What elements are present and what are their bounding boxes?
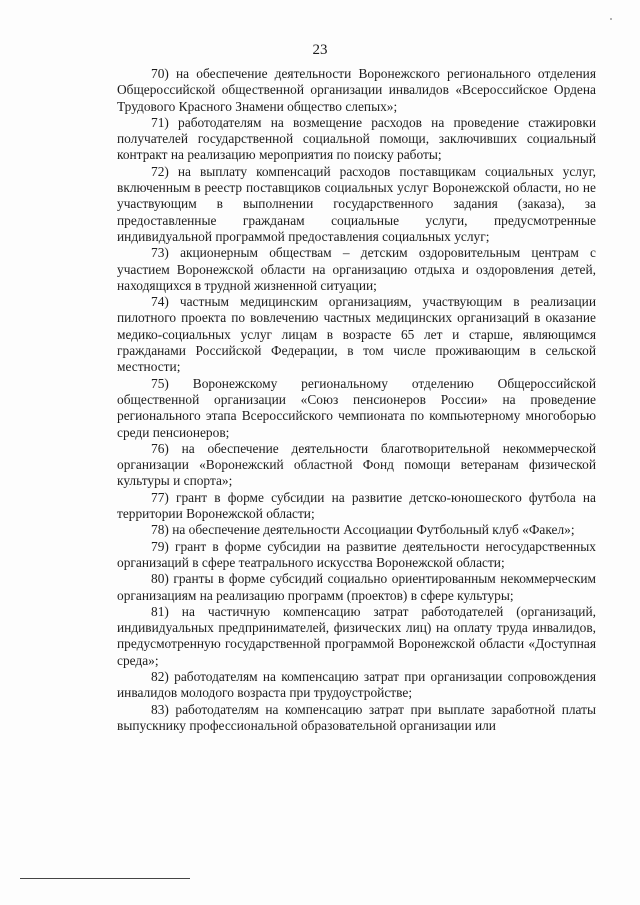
paragraph-76: 76) на обеспечение деятельности благотворительной некоммерческой организации «Воронежский областной Фонд помощи ветеранам физической культуры и спорта»; [117,440,596,489]
paragraph-83: 83) работодателям на компенсацию затрат при выплате заработной платы выпускнику профессиональной образовательной организации или [117,701,596,733]
paragraph-70: 70) на обеспечение деятельности Воронежского регионального отделения Общероссийской общественной организации инвалидов «Всероссийское Ордена Трудового Красного Знамени общество слепых»; [117,66,596,114]
paragraph-80: 80) гранты в форме субсидий социально ориентированным некоммерческим организациям на реализацию программ (проектов) в сфере культуры; [117,571,596,603]
paragraph-75: 75) Воронежскому региональному отделению Общероссийской общественной организации «Союз пенсионеров России» на проведение регионального этапа Всероссийского чемпионата по компьютерному многоборью среди пенсионеров; [117,375,596,440]
paragraph-77: 77) грант в форме субсидии на развитие детско-юношеского футбола на территории Воронежской области; [117,489,596,522]
paragraph-82: 82) работодателям на компенсацию затрат при организации сопровождения инвалидов молодого возраста при трудоустройстве; [117,668,596,701]
scan-speck [610,18,612,20]
footnote-separator [20,878,190,879]
paragraph-81: 81) на частичную компенсацию затрат работодателей (организаций, индивидуальных предпринимателей, физических лиц) на оплату труда инвалидов, предусмотренную государственной программой Воронежской области «Доступная среда»; [117,603,596,668]
paragraph-71: 71) работодателям на возмещение расходов на проведение стажировки получателей государственной социальной помощи, заключивших социальный контракт на реализацию мероприятия по поиску работы; [117,114,596,163]
paragraph-73: 73) акционерным обществам – детским оздоровительным центрам с участием Воронежской области на организацию отдыха и оздоровления детей, находящихся в трудной жизненной ситуации; [117,245,596,293]
paragraph-74: 74) частным медицинским организациям, участвующим в реализации пилотного проекта по вовлечению частных медицинских организаций в оказание медико-социальных услуг лицам в возрасте 65 лет и старше, являющимся гражданами Российской Федерации, в том числе проживающим в сельской местности; [117,294,596,375]
document-body [117,66,596,734]
paragraph-79: 79) грант в форме субсидии на развитие деятельности негосударственных организаций в сфере театрального искусства Воронежской области; [117,538,596,570]
page-number: 23 [312,42,328,58]
paragraph-72: 72) на выплату компенсаций расходов поставщикам социальных услуг, включенным в реестр поставщиков социальных услуг Воронежской области, но не участвующим в выполнении государственного задания (заказа), за предоставленные гражданам социальные услуги, предусмотренные индивидуальной программой предоставления социальных услуг; [117,163,596,244]
paragraph-78: 78) на обеспечение деятельности Ассоциации Футбольный клуб «Факел»; [151,522,575,538]
